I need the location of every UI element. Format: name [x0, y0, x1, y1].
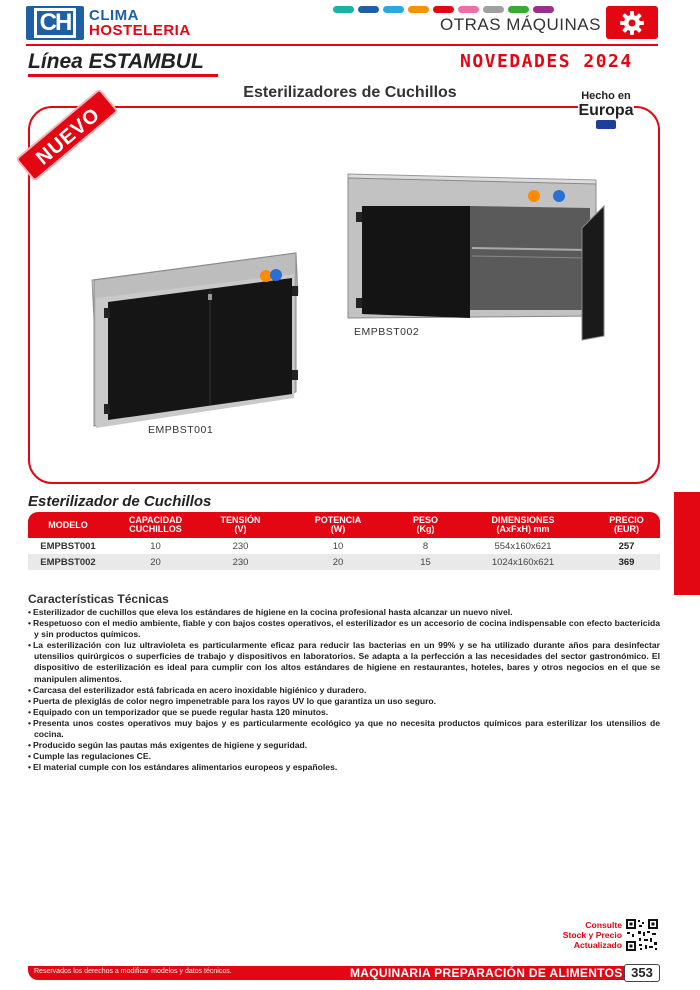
- cell-price: 257: [618, 540, 635, 552]
- table-title: Esterilizador de Cuchillos: [28, 493, 212, 510]
- side-category-tab: [674, 492, 700, 595]
- new-badge: NUEVO: [15, 88, 119, 182]
- product-image-empbst001: [92, 253, 298, 428]
- spec-item: • Respetuoso con el medio ambiente, fiable y con bajos costes operativos, el esterilizador es un accesorio de cocina indispensable con efecto bactericida y sin productos químicos.: [28, 618, 660, 640]
- table-row: [28, 554, 660, 570]
- color-tab[interactable]: [533, 6, 554, 13]
- novedades-label: NOVEDADES 2024: [460, 51, 633, 72]
- stock-price-link[interactable]: [530, 920, 622, 950]
- product-label-empbst002: EMPBST002: [354, 326, 420, 338]
- line-title-underline: [28, 74, 218, 77]
- cell-capacity: 10: [150, 540, 161, 552]
- cell-capacity: 20: [108, 554, 203, 570]
- cell-voltage: 230: [232, 540, 249, 552]
- cell-power: 10: [332, 540, 344, 552]
- qr-code-icon[interactable]: [625, 918, 659, 952]
- consulte-line2: Stock y Precio: [562, 930, 622, 940]
- section-title: Esterilizadores de Cuchillos: [243, 84, 457, 101]
- cell-weight: 8: [422, 540, 429, 552]
- page-number: 353: [624, 964, 660, 982]
- footer-category: MAQUINARIA PREPARACIÓN DE ALIMENTOS: [350, 966, 623, 980]
- spec-item: • Esterilizador de cuchillos que eleva los estándares de higiene en la cocina profesional hasta alcanzar un nuevo nivel.: [28, 607, 660, 618]
- spec-item: • Producido según las pautas más exigentes de higiene y seguridad.: [28, 740, 660, 751]
- spec-item: • El material cumple con los estándares alimentarios europeos y españoles.: [28, 762, 660, 773]
- col-header-dimensiones: DIMENSIONES (AxFxH) mm: [453, 512, 593, 538]
- color-tab[interactable]: [433, 6, 454, 13]
- product-image-empbst002: [348, 174, 604, 340]
- consulte-line1: Consulte: [585, 920, 622, 930]
- cell-dimensions: 554x160x621: [494, 540, 552, 552]
- cell-power: 20: [278, 554, 398, 570]
- price-table: [28, 512, 660, 570]
- col-header-precio: PRECIO (EUR): [593, 512, 660, 538]
- category-color-tabs: [333, 6, 554, 13]
- origin-badge-line2: Europa: [578, 102, 634, 119]
- consulte-line3: Actualizado: [573, 940, 622, 950]
- footer-note: Reservados los derechos a modificar modelos y datos técnicos.: [34, 968, 232, 975]
- table-row: [28, 538, 660, 554]
- col-header-capacidad: CAPACIDAD CUCHILLOS: [108, 512, 203, 538]
- col-header-modelo: MODELO: [28, 512, 108, 538]
- color-tab[interactable]: [508, 6, 529, 13]
- spec-item: • Equipado con un temporizador que se puede regular hasta 120 minutos.: [28, 707, 660, 718]
- brand-logo: CH: [26, 6, 84, 40]
- col-header-tension: TENSIÓN (V): [203, 512, 278, 538]
- gear-icon: [606, 6, 658, 39]
- cell-dimensions: 1024x160x621: [453, 554, 593, 570]
- brand-name-line2: HOSTELERIA: [89, 22, 191, 39]
- made-in-europe-badge: [578, 90, 634, 138]
- spec-item: • Presenta unos costes operativos muy bajos y es particularmente ecológico ya que no necesita productos químicos para esterilizar los utensilios de cocina.: [28, 718, 660, 740]
- category-title: OTRAS MÁQUINAS: [440, 15, 601, 34]
- color-tab[interactable]: [458, 6, 479, 13]
- col-header-potencia: POTENCIA (W): [278, 512, 398, 538]
- spec-item: • Carcasa del esterilizador está fabricada en acero inoxidable higiénico y duradero.: [28, 685, 660, 696]
- cell-model: EMPBST001: [40, 540, 96, 552]
- color-tab[interactable]: [358, 6, 379, 13]
- header-divider: [26, 44, 658, 46]
- spec-item: • Puerta de plexiglás de color negro impenetrable para los rayos UV lo que garantiza un uso seguro.: [28, 696, 660, 707]
- brand-name-line1: CLIMA: [89, 7, 139, 24]
- line-title: Línea ESTAMBUL: [28, 50, 204, 73]
- specs-title: Características Técnicas: [28, 592, 169, 606]
- spec-item: • Cumple las regulaciones CE.: [28, 751, 660, 762]
- color-tab[interactable]: [333, 6, 354, 13]
- color-tab[interactable]: [383, 6, 404, 13]
- cell-model: EMPBST002: [28, 554, 108, 570]
- color-tab[interactable]: [408, 6, 429, 13]
- cell-weight: 15: [398, 554, 453, 570]
- product-photos: [30, 108, 658, 482]
- specs-list: [28, 607, 660, 773]
- col-header-peso: PESO (Kg): [398, 512, 453, 538]
- eu-flag-icon: [596, 120, 616, 129]
- cell-voltage: 230: [203, 554, 278, 570]
- product-label-empbst001: EMPBST001: [148, 424, 214, 436]
- origin-badge-line1: Hecho en: [581, 90, 631, 102]
- cell-price: 369: [593, 554, 660, 570]
- spec-item: • La esterilización con luz ultravioleta es particularmente eficaz para reducir las bacterias en un 99% y se ha utilizado durante años para desinfectar utensilios quirúrgicos o superficies de trabajo y dispositivos en laboratorios. Se adapta a la perfección a las necesidades del sector gastronómico. El dispositivo de esterilización es ideal para cumplir con los altos estándares de higiene en restaurantes, hoteles, bares y otros negocios en el que se manipulen alimentos.: [28, 640, 660, 684]
- color-tab[interactable]: [483, 6, 504, 13]
